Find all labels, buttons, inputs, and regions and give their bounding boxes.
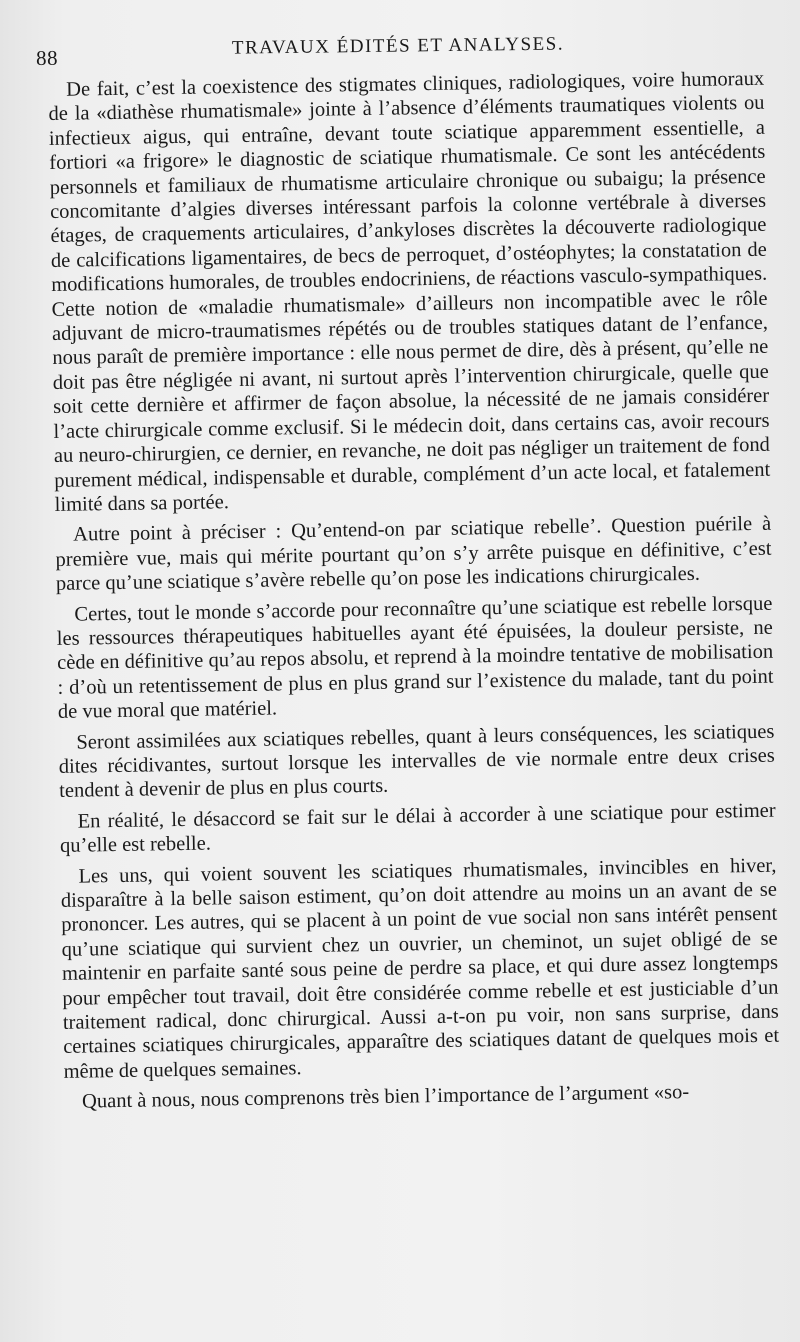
- paragraph-2: Autre point à préciser : Qu’entend-on par sciatique rebelle’. Question puérile à première vue, mais qui mérite pourtant qu’on s’y arrête puisque en définitive, c’est parce qu’une sciatique s’avère rebelle qu’on pose les indications chirurgicales.: [55, 513, 772, 596]
- paragraph-3: Certes, tout le monde s’accorde pour reconnaître qu’une sciatique est rebelle lorsque les ressources thérapeutiques habituelles ayant été épuisées, la douleur persiste, ne cède en définitive qu’au repos absolu, et reprend à la moindre tentative de mobilisation : d’où un retentissement de plus en plus grand sur l’existence du malade, tant du point de vue moral que matériel.: [56, 592, 774, 724]
- paragraph-1: De fait, c’est la coexistence des stigmates cliniques, radiologiques, voire humoraux de la «diathèse rhumatismale» jointe à l’absence d’éléments traumatiques violents ou infectieux aigus, qui entraîne, devant toute sciatique apparemment essentielle, a fortiori «a frigore» le diagnostic de sciatique rhumatismale. Ce sont les antécédents personnels et familiaux de rhumatisme articulaire chronique ou subaigu; la présence concomitante d’algies diverses intéressant parfois la colonne vertébrale à diverses étages, de craquements articulaires, d’ankyloses discrètes la découverte radiologique de calcifications ligamentaires, de becs de perroquet, d’ostéophytes; la constatation de modifications humorales, de troubles endocriniens, de réactions vasculo-sympathiques. Cette notion de «maladie rhumatismale» d’ailleurs non incompatible avec le rôle adjuvant de micro-traumatismes répétés ou de troubles statiques datant de l’enfance, nous paraît de première importance : elle nous permet de dire, dès à présent, qu’elle ne doit pas être négligée ni avant, ni surtout après l’intervention chirurgicale, quelle que soit cette dernière et affirmer de façon absolue, la nécessité de ne jamais considérer l’acte chirurgicale comme exclusif. Si le médecin doit, dans certains cas, avoir recours au neuro-chirurgien, ce dernier, en revanche, ne doit pas négliger un traitement de fond purement médical, indispensable et durable, complément d’un acte local, et fatalement limité dans sa portée.: [48, 67, 771, 516]
- paragraph-5: En réalité, le désaccord se fait sur le délai à accorder à une sciatique pour estimer qu’elle est rebelle.: [59, 799, 776, 858]
- paragraph-7: Quant à nous, nous comprenons très bien l’importance de l’argument «so-: [81, 1081, 690, 1113]
- running-head: [36, 29, 752, 68]
- page-number: 88: [35, 45, 59, 70]
- paragraph-6: Les uns, qui voient souvent les sciatiques rhumatismales, invincibles en hiver, disparaître à la belle saison estiment, qu’on doit attendre au moins un an avant de se prononcer. Les autres, qui se placent à un point de vue social non sans intérêt pensent qu’une sciatique qui survient chez un ouvrier, un cheminot, un sujet obligé de se maintenir en parfaite santé sous peine de perdre sa place, et qui dure assez longtemps pour empêcher tout travail, doit être considérée comme rebelle et est justiciable d’un traitement radical, donc chirurgical. Aussi a-t-on pu voir, non sans surprise, dans certaines sciatiques chirurgicales, apparaître des sciatiques datant de quelques mois et même de quelques semaines.: [60, 854, 780, 1083]
- body-text: [48, 67, 780, 1115]
- running-title: TRAVAUX ÉDITÉS ET ANALYSES.: [231, 33, 565, 59]
- paragraph-4: Seront assimilées aux sciatiques rebelles, quant à leurs conséquences, les sciatiques dites récidivantes, surtout lorsque les intervalles de vie normale entre deux crises tendent à devenir de plus en plus courts.: [58, 720, 775, 803]
